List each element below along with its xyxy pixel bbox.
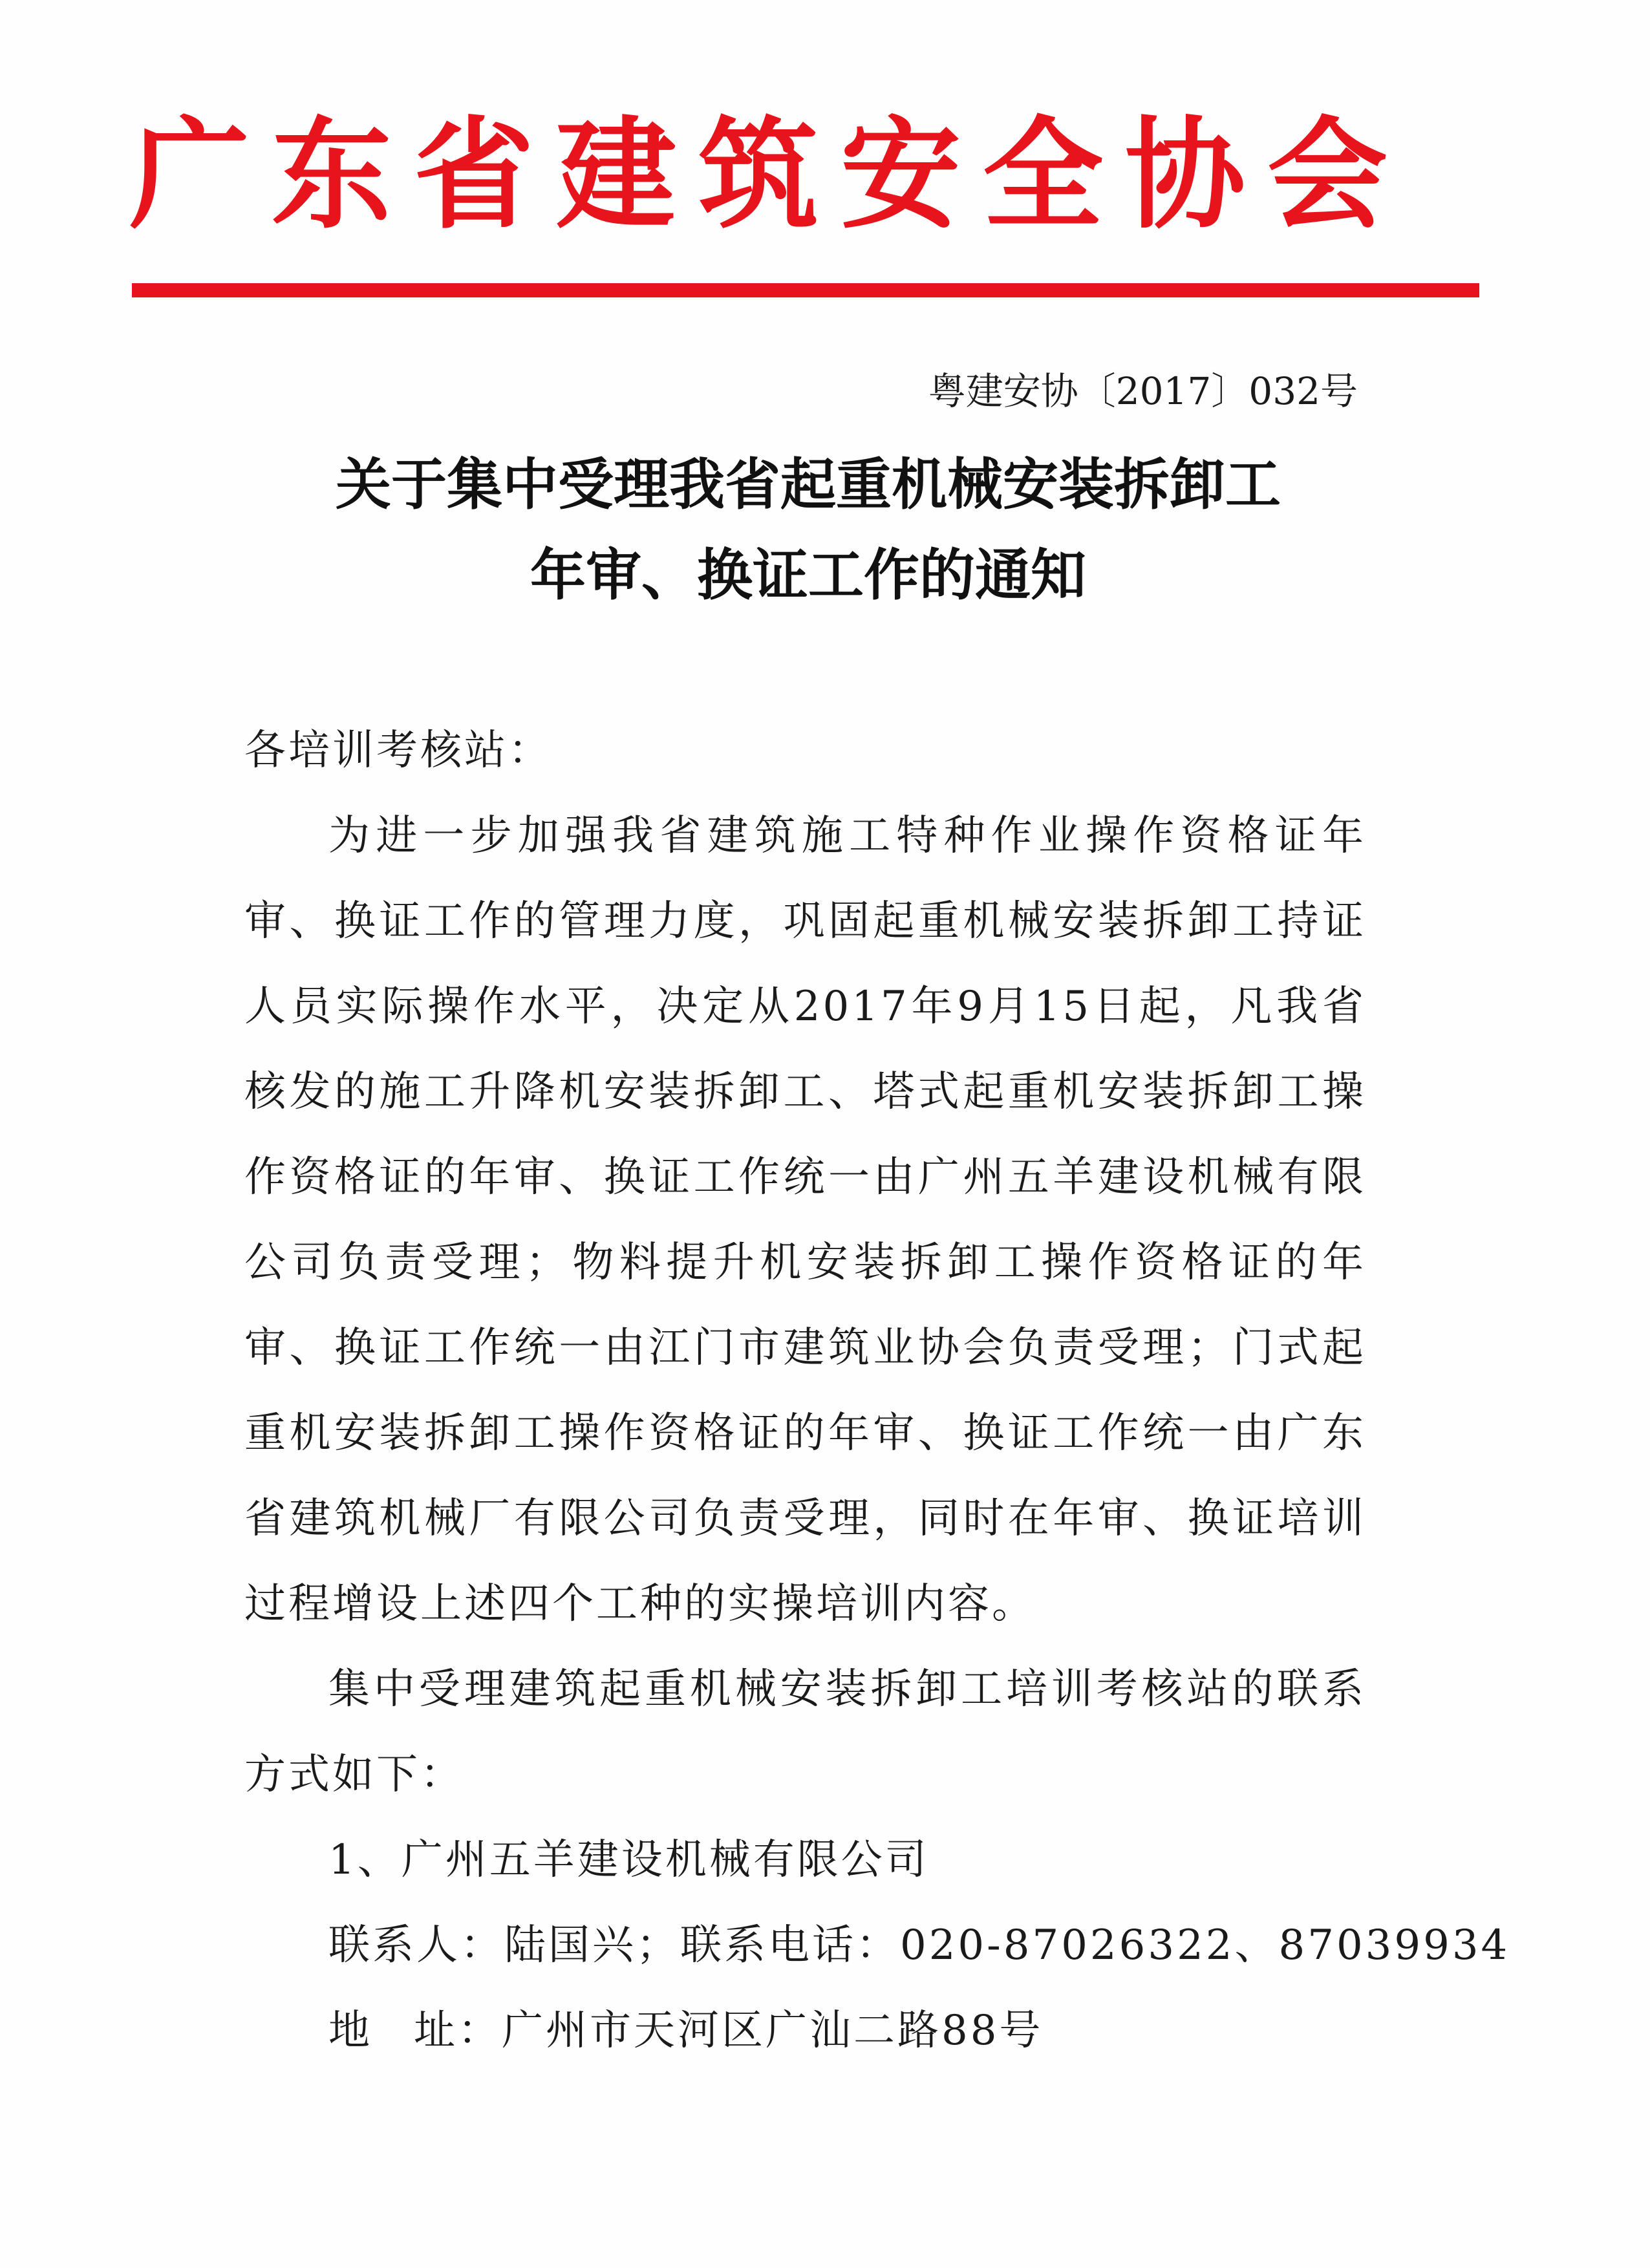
document-title [194,440,1422,621]
address-label-part-1: 地 [328,2007,372,2055]
salutation: 各培训考核站： [244,727,552,775]
contact-company: 1、广州五羊建设机械有限公司 [328,1836,929,1884]
letterhead-red-rule [132,283,1479,297]
document-number: 粤建安协〔2017〕032号 [928,369,1358,413]
title-line-2: 年审、换证工作的通知 [530,543,1086,608]
contact-person-phone: 联系人：陆国兴；联系电话：020-87026322、87039934 [328,1921,1510,1969]
paragraph-contacts-intro: 集中受理建筑起重机械安装拆卸工培训考核站的联系方式如下： [244,1665,1366,1799]
paragraph-main: 为进一步加强我省建筑施工特种作业操作资格证年审、换证工作的管理力度，巩固起重机械安装拆卸工持证人员实际操作水平，决定从2017年9月15日起，凡我省核发的施工升降机安装拆卸工、塔式起重机安装拆卸工操作资格证的年审、换证工作统一由广州五羊建设机械有限公司负责受理；物料提升机安装拆卸工操作资格证的年审、换证工作统一由江门市建筑业协会负责受理；门式起重机安装拆卸工操作资格证的年审、换证工作统一由广东省建筑机械厂有限公司负责受理，同时在年审、换证培训过程增设上述四个工种的实操培训内容。 [244,812,1366,1628]
contact-address-line [244,1988,1366,2073]
address-label-part-2: 址： [414,2007,502,2055]
contact-address: 广州市天河区广汕二路88号 [502,2007,1044,2055]
letterhead-org-name: 广东省建筑安全协会 [129,103,1410,245]
document-body [244,708,1510,2073]
title-line-1: 关于集中受理我省起重机械安装拆卸工 [336,453,1281,517]
